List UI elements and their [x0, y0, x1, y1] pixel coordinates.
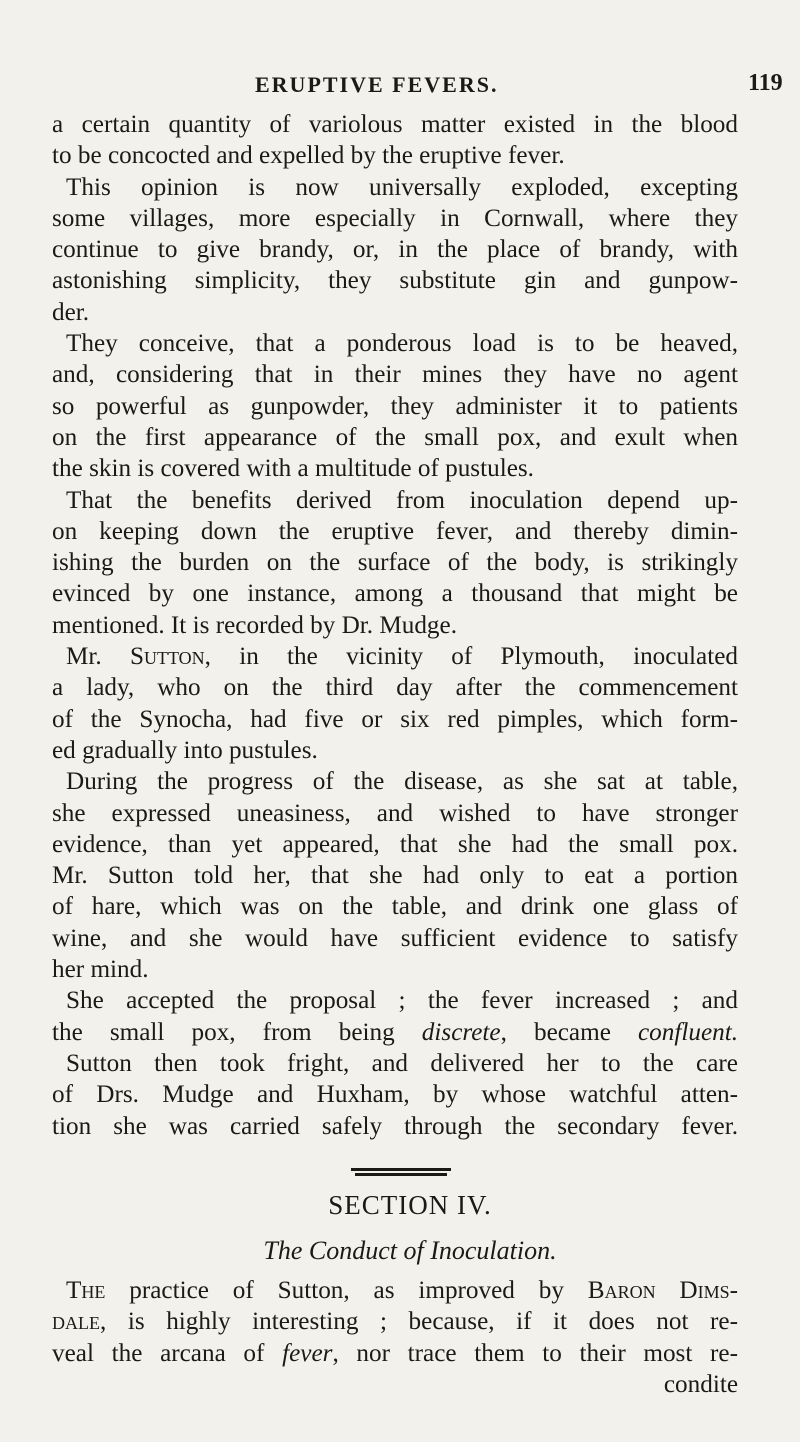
text-segment: Mr. Sutton, in the vicinity of Plymouth, inoculated — [66, 643, 738, 671]
text-line: During the progress of the disease, as she sat at table, — [66, 768, 738, 796]
text-line: of Drs. Mudge and Huxham, by whose watchful atten- — [52, 1081, 738, 1109]
smallcaps-word: The — [66, 1277, 106, 1304]
italic-term: confluent. — [637, 1018, 739, 1046]
text-line — [52, 1275, 738, 1306]
text-segment: veal the arcana of — [52, 1339, 283, 1367]
section-subtitle: The Conduct of Inoculation. — [263, 1236, 557, 1265]
text-segment: , became — [500, 1018, 638, 1046]
text-line: her mind. — [52, 956, 149, 984]
section-divider — [351, 1168, 451, 1180]
running-title: ERUPTIVE FEVERS. — [255, 72, 499, 97]
text-line: the skin is covered with a multitude of pustules. — [52, 455, 534, 483]
text-line: der. — [52, 298, 90, 326]
text-segment: , nor trace them to their most re- — [332, 1339, 738, 1367]
text-line: They conceive, that a ponderous load is to be heaved, — [66, 330, 738, 358]
text-line: evinced by one instance, among a thousand that might be — [52, 580, 738, 608]
section-body — [52, 1275, 738, 1400]
text-line: so powerful as gunpowder, they administer it to patients — [52, 392, 738, 420]
text-line — [52, 641, 738, 672]
text-line: of the Synocha, had five or six red pimples, which form- — [52, 705, 738, 733]
text-line: This opinion is now universally exploded, excepting — [66, 173, 738, 201]
text-line: She accepted the proposal ; the fever increased ; and — [66, 987, 738, 1015]
text-segment: practice of Sutton, as improved by — [105, 1277, 588, 1304]
text-line: evidence, than yet appeared, that she had the small pox. — [52, 830, 738, 858]
italic-term: fever — [282, 1339, 333, 1367]
smallcaps-name: Baron Dims- — [587, 1277, 738, 1304]
text-segment: the small pox, from being — [52, 1018, 422, 1046]
smallcaps-name: Sutton — [129, 643, 205, 671]
text-line: ed gradually into pustules. — [52, 736, 318, 764]
text-line: on keeping down the eruptive fever, and thereby dimin- — [52, 517, 738, 545]
catchword: condite — [663, 1370, 738, 1398]
text-line: tion she was carried safely through the secondary fever. — [52, 1112, 738, 1140]
divider-rule — [355, 1173, 447, 1176]
italic-term: discrete — [421, 1018, 501, 1046]
text-line — [52, 1306, 738, 1337]
text-segment: is highly interesting ; because, if it does not re- — [106, 1308, 738, 1336]
text-line: some villages, more especially in Cornwall, where they — [52, 204, 738, 232]
text-line: That the benefits derived from inoculation depend up- — [66, 486, 738, 514]
text-line: a certain quantity of variolous matter existed in the blood — [52, 111, 738, 138]
page-number: 119 — [748, 70, 783, 96]
text-line: Mr. Sutton told her, that she had only to eat a portion — [52, 862, 738, 890]
text-line: she expressed uneasiness, and wished to have stronger — [52, 799, 738, 827]
text-line: and, considering that in their mines they have no agent — [52, 361, 738, 389]
text-line — [52, 1338, 738, 1369]
text-line: a lady, who on the third day after the commencement — [52, 674, 738, 702]
text-line: of hare, which was on the table, and drink one glass of — [52, 893, 738, 921]
body-text — [52, 109, 738, 1142]
smallcaps-name: dale, — [52, 1308, 107, 1336]
text-line: on the first appearance of the small pox, and exult when — [52, 423, 738, 451]
text-line: ishing the burden on the surface of the body, is strikingly — [52, 549, 738, 577]
text-line: wine, and she would have sufficient evidence to satisfy — [52, 924, 738, 952]
text-line: astonishing simplicity, they substitute gin and gunpow- — [52, 267, 738, 295]
text-line: to be concocted and expelled by the eruptive fever. — [52, 142, 565, 170]
text-line: mentioned. It is recorded by Dr. Mudge. — [52, 611, 458, 639]
running-header — [0, 40, 800, 100]
section-heading: SECTION IV. — [328, 1190, 492, 1220]
text-line: Sutton then took fright, and delivered her to the care — [66, 1049, 738, 1077]
divider-rule — [351, 1168, 451, 1171]
text-line — [52, 1017, 738, 1048]
text-line: continue to give brandy, or, in the place of brandy, with — [52, 236, 738, 264]
